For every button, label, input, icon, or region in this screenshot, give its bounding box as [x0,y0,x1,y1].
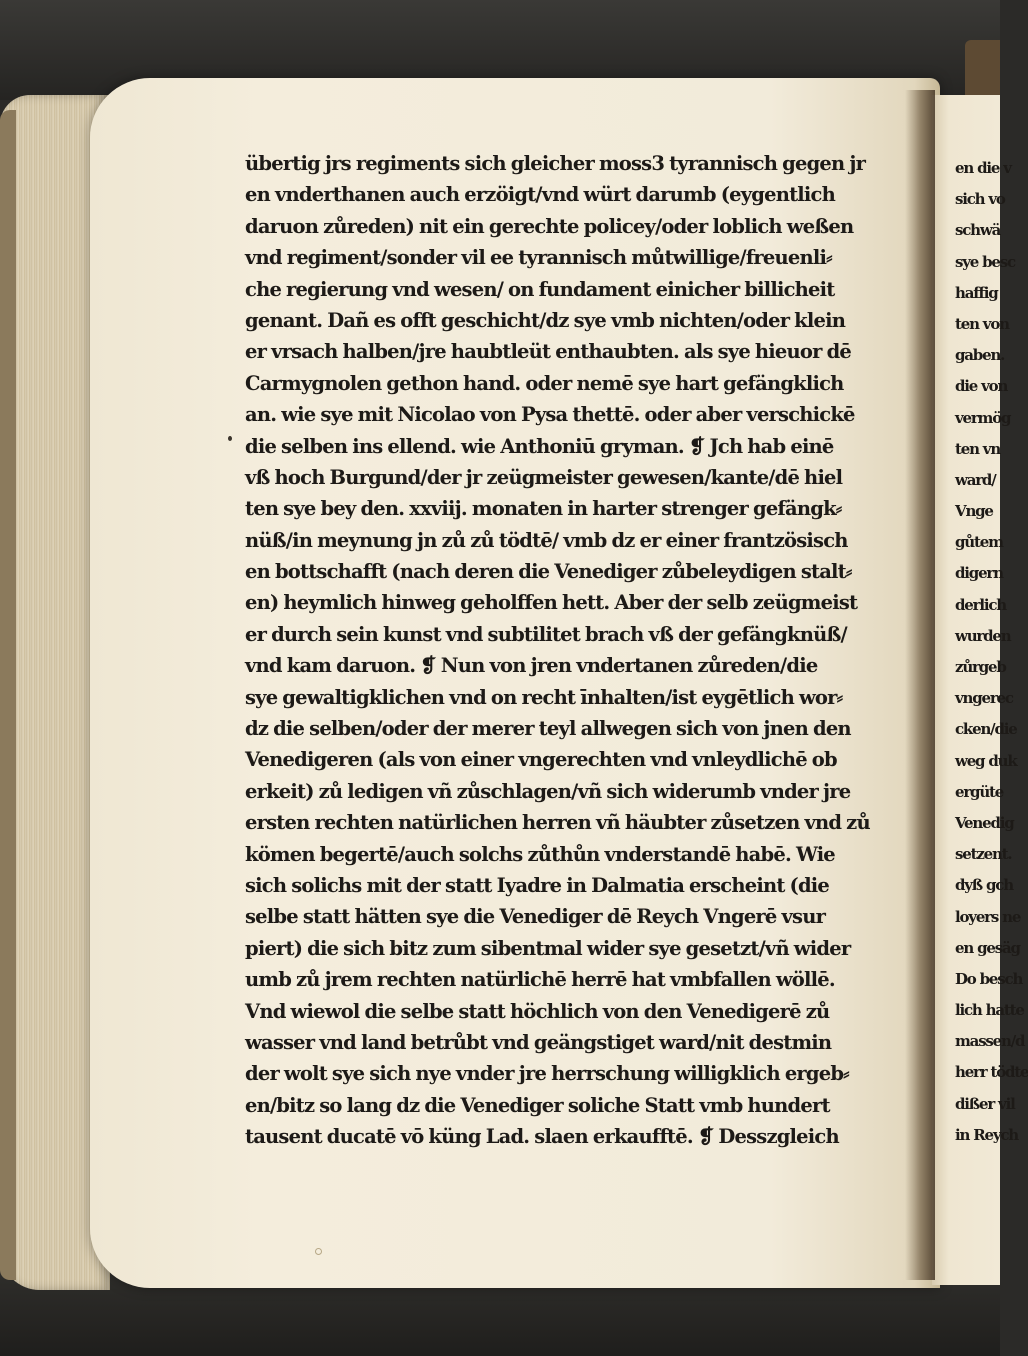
facing-text-line: cken/die [955,720,1017,739]
facing-text-line: vermög [955,408,1011,427]
facing-text-line: ergüte [955,782,1004,801]
text-line: vß hoch Burgund/der jr zeügmeister gewesen/kante/dē hiel [245,465,843,489]
text-line: sich solichs mit der statt Iyadre in Dalmatia erscheint (die [245,873,830,897]
text-line: ersten rechten natürlichen herren vñ häubter zůsetzen vnd zů [245,811,870,835]
facing-text-line: haffig [955,283,998,302]
facing-page-text-block [955,153,1028,1151]
facing-text-line: Do besch [955,969,1023,988]
text-line: piert) die sich bitz zum sibentmal wider sye gesetzt/vñ wider [245,936,851,960]
facing-text-line: sye besc [955,252,1015,271]
facing-text-line: gaben. [955,346,1005,365]
text-line: er durch sein kunst vnd subtilitet brach vß der gefängknüß/ [245,622,847,646]
facing-text-line: Venedig [955,813,1014,832]
text-line: dz die selben/oder der merer teyl allwegen sich von jnen den [245,717,851,741]
text-line: übertig jrs regiments sich gleicher moss3 tyrannisch gegen jr [245,152,866,175]
text-line: kömen begertē/auch solchs zůthůn vnderstandē habē. Wie [245,842,835,866]
ink-mark [228,436,232,441]
facing-text-line: sich vo [955,190,1005,209]
paper-speck [315,1248,322,1255]
text-line: genant. Dañ es offt geschicht/dz sye vmb nichten/oder klein [245,308,846,332]
text-line: tausent ducatē vō küng Lad. slaen erkaufftē. ❡ Desszgleich [245,1125,839,1149]
text-line: nüß/in meynung jn zů zů tödtē/ vmb dz er einer frantzösisch [245,528,848,552]
page-gutter-shadow [905,90,935,1280]
text-line: Venedigeren (als von einer vngerechten vnd vnleydlichē ob [245,748,837,772]
text-line: die selben ins ellend. wie Anthoniū gryman. ❡ Jch hab einē [245,434,834,458]
text-line: en bottschafft (nach deren die Venediger zůbeleydigen stalt⸗ [245,560,852,584]
text-line: der wolt sye sich nye vnder jre herrschung willigklich ergeb⸗ [245,1062,849,1086]
facing-text-line: Vnge [955,502,993,521]
facing-text-line: ten vn [955,439,1001,458]
facing-text-line: dyß gch [955,876,1013,895]
text-line: umb zů jrem rechten natürlichē herrē hat vmbfallen wöllē. [245,968,835,992]
facing-text-line: en gesäg [955,938,1020,957]
facing-text-line: en die v [955,159,1011,177]
text-line: vnd kam daruon. ❡ Nun von jren vndertanen zůreden/die [245,654,818,678]
facing-text-line: die von [955,377,1008,396]
facing-text-line: massen/d [955,1032,1025,1051]
text-line: en) heymlich hinweg geholffen hett. Aber der selb zeügmeist [245,591,858,615]
facing-text-line: wurden [955,626,1011,645]
facing-text-line: in Reych [955,1125,1018,1144]
text-line: erkeit) zů ledigen vñ zůschlagen/vñ sich widerumb vnder jre [245,779,851,803]
text-line: en/bitz so lang dz die Venediger soliche Statt vmb hundert [245,1093,830,1117]
text-line: Carmygnolen gethon hand. oder nemē sye hart gefängklich [245,371,844,395]
facing-text-line: schwä [955,221,1001,240]
text-line: daruon zůreden) nit ein gerechte policey/oder loblich weßen [245,214,854,238]
facing-text-line: dißer vil [955,1094,1015,1113]
text-line: selbe statt hätten sye die Venediger dē Reych Vngerē vsur [245,905,826,929]
facing-text-line: ten von [955,314,1009,333]
text-line: ten sye bey den. xxviij. monaten in harter strenger gefängk⸗ [245,497,842,521]
facing-text-line: zůrgeb [955,658,1006,676]
text-line: er vrsach halben/jre haubtleüt enthaubten. als sye hieuor dē [245,340,852,364]
text-line: sye gewaltigklichen vnd on recht īnhalten/ist eygētlich wor⸗ [245,685,843,709]
main-page-text-block [245,148,870,1153]
facing-text-line: weg duk [955,751,1017,770]
facing-text-line: derlich [955,595,1006,614]
facing-text-line: ward/ [955,470,996,489]
text-line: en vnderthanen auch erzöigt/vnd würt darumb (eygentlich [245,183,835,207]
facing-text-line: lich hatte [955,1001,1024,1020]
facing-text-line: digern [955,564,1003,583]
facing-text-line: herr tödte [955,1063,1028,1082]
facing-text-line: gůtem [955,533,1003,552]
text-line: che regierung vnd wesen/ on fundament einicher billicheit [245,277,835,301]
facing-text-line: vngerec [955,689,1013,708]
text-line: wasser vnd land betrůbt vnd geängstiget ward/nit destmin [245,1030,832,1054]
text-line: Vnd wiewol die selbe statt höchlich von den Venedigerē zů [245,999,830,1023]
text-line: an. wie sye mit Nicolao von Pysa thettē. oder aber verschickē [245,403,855,427]
facing-text-line: loyers ne [955,907,1021,926]
text-line: vnd regiment/sonder vil ee tyrannisch můtwillige/freuenli⸗ [245,246,832,270]
book-cover-edge [0,110,16,1280]
facing-text-line: setzent. [955,845,1012,864]
